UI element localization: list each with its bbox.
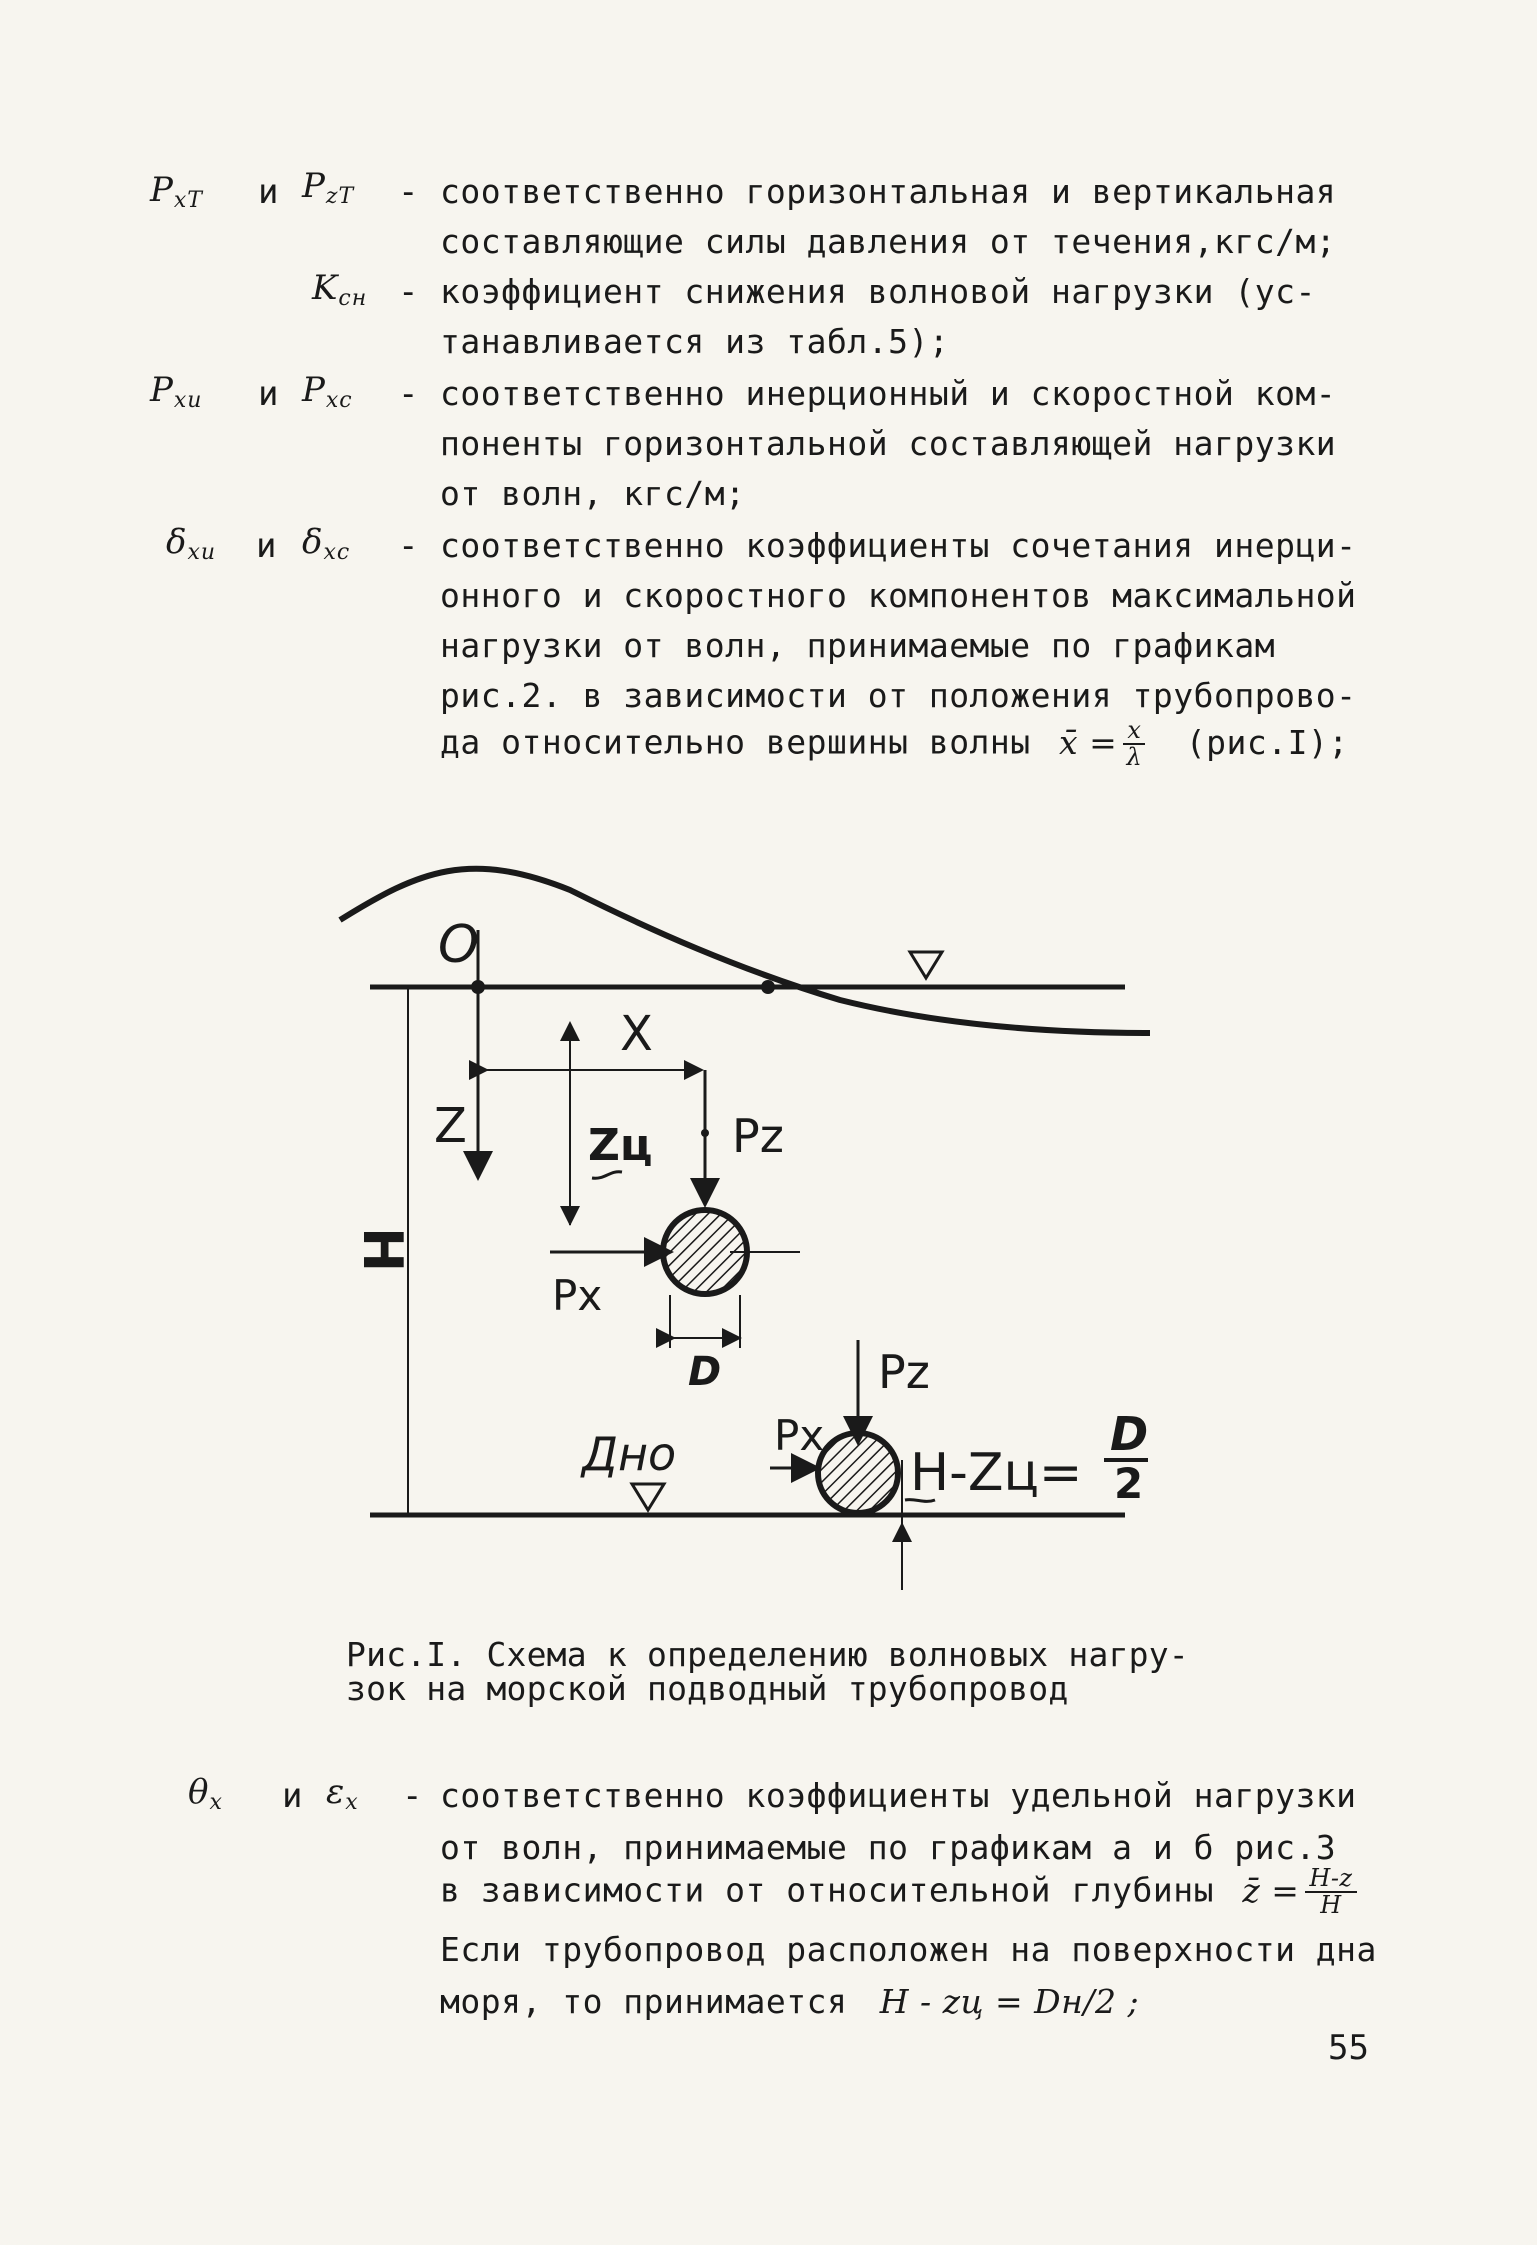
symbol-theta-x: $\theta_x$ — [188, 1772, 223, 1815]
definition-text-line: моря, то принимается H - zц = Dн/2 ; — [440, 1982, 1140, 2021]
definition-text-line: соответственно инерционный и скоростной ком- — [440, 374, 1337, 413]
label-origin: O — [438, 915, 479, 975]
seabed-marker — [632, 1484, 664, 1510]
definition-text-line: от волн, кгс/м; — [440, 474, 746, 513]
definition-text-line: Если трубопровод расположен на поверхности дна — [440, 1930, 1377, 1969]
formula-zbar: z̄ = — [1242, 1870, 1300, 1910]
definition-text-line: рис.2. в зависимости от положения трубопрово- — [440, 676, 1357, 715]
label-pz-lower: Pz — [878, 1345, 930, 1399]
symbol-pzt: $P_{zT}$ — [302, 166, 355, 209]
definition-text-line: от волн, принимаемые по графикам а и б рис.3 — [440, 1828, 1337, 1867]
water-level-marker — [910, 952, 942, 978]
label-x: X — [620, 1006, 653, 1062]
definition-text-line: коэффициент снижения волновой нагрузки (ус- — [440, 272, 1316, 311]
definition-text-line: соответственно коэффициенты удельной нагрузки — [440, 1776, 1357, 1815]
definition-text-line: в зависимости от относительной глубины z̄ = $\frac{H-z}{H}$ — [440, 1866, 1363, 1918]
pipe-on-seabed — [818, 1433, 898, 1513]
label-zc: Zц — [588, 1120, 653, 1171]
definition-text-line: танавливается из табл.5); — [440, 322, 950, 361]
label-diameter: D — [688, 1349, 722, 1395]
definition-text-line: соответственно горизонтальная и вертикальная — [440, 172, 1337, 211]
label-pz-upper: Pz — [732, 1109, 784, 1163]
figure-caption-line: зок на морской подводный трубопровод — [346, 1669, 1069, 1708]
label-depth-h: H — [351, 1227, 414, 1273]
symbol-epsilon-x: $\varepsilon_x$ — [326, 1772, 359, 1815]
pipe-suspended — [663, 1210, 747, 1294]
label-px-upper: Px — [552, 1271, 603, 1320]
formula-fraction: $\frac{x}{\lambda}$ — [1123, 718, 1145, 770]
label-z: Z — [434, 1098, 467, 1154]
label-d-over-2-numerator: D — [1110, 1407, 1149, 1461]
conjunction-and: и — [258, 374, 280, 414]
symbol-ksn: $K_{сн}$ — [312, 268, 368, 311]
definition-dash: - — [402, 1776, 423, 1816]
definition-text-line: нагрузки от волн, принимаемые по графикам — [440, 626, 1276, 665]
definition-dash: - — [398, 272, 419, 312]
formula-xbar: x̄ = — [1059, 722, 1118, 762]
symbol-dxc: $\delta_{xc}$ — [302, 522, 351, 565]
label-seabed: Дно — [582, 1427, 677, 1481]
conjunction-and: и — [282, 1776, 304, 1816]
conjunction-and: и — [258, 172, 280, 212]
formula-fraction: $\frac{H-z}{H}$ — [1305, 1866, 1356, 1918]
definition-text-line: поненты горизонтальной составляющей нагрузки — [440, 424, 1337, 463]
figure-caption-line: Рис.I. Схема к определению волновых нагру- — [346, 1635, 1189, 1674]
label-px-lower: Px — [774, 1411, 825, 1460]
definition-text-line: онного и скоростного компонентов максимальной — [440, 576, 1357, 615]
definition-dash: - — [398, 374, 419, 414]
label-h-minus-zc: H-Zц= — [910, 1443, 1083, 1503]
crossing-point — [761, 980, 775, 994]
symbol-pxi: $P_{xи}$ — [150, 370, 203, 413]
definition-dash: - — [398, 172, 419, 212]
label-d-over-2-denominator: 2 — [1114, 1459, 1144, 1508]
symbol-dxi: $\delta_{xи}$ — [166, 522, 217, 565]
symbol-pxt: $P_{xT}$ — [150, 170, 203, 213]
symbol-pxc: $P_{xc}$ — [302, 370, 353, 413]
formula-h-minus-zc: H - zц = Dн/2 ; — [879, 1982, 1140, 2021]
conjunction-and: и — [256, 526, 278, 566]
definition-text-line: составляющие силы давления от течения,кгс/м; — [440, 222, 1337, 261]
page-number: 55 — [1328, 2028, 1369, 2068]
wave-load-diagram — [320, 850, 1200, 1590]
definition-text-line: соответственно коэффициенты сочетания инерци- — [440, 526, 1357, 565]
definition-text-line: да относительно вершины волны x̄ = $\frac{x}{\lambda}$ (рис.I); — [440, 716, 1349, 772]
definition-dash: - — [398, 526, 419, 566]
